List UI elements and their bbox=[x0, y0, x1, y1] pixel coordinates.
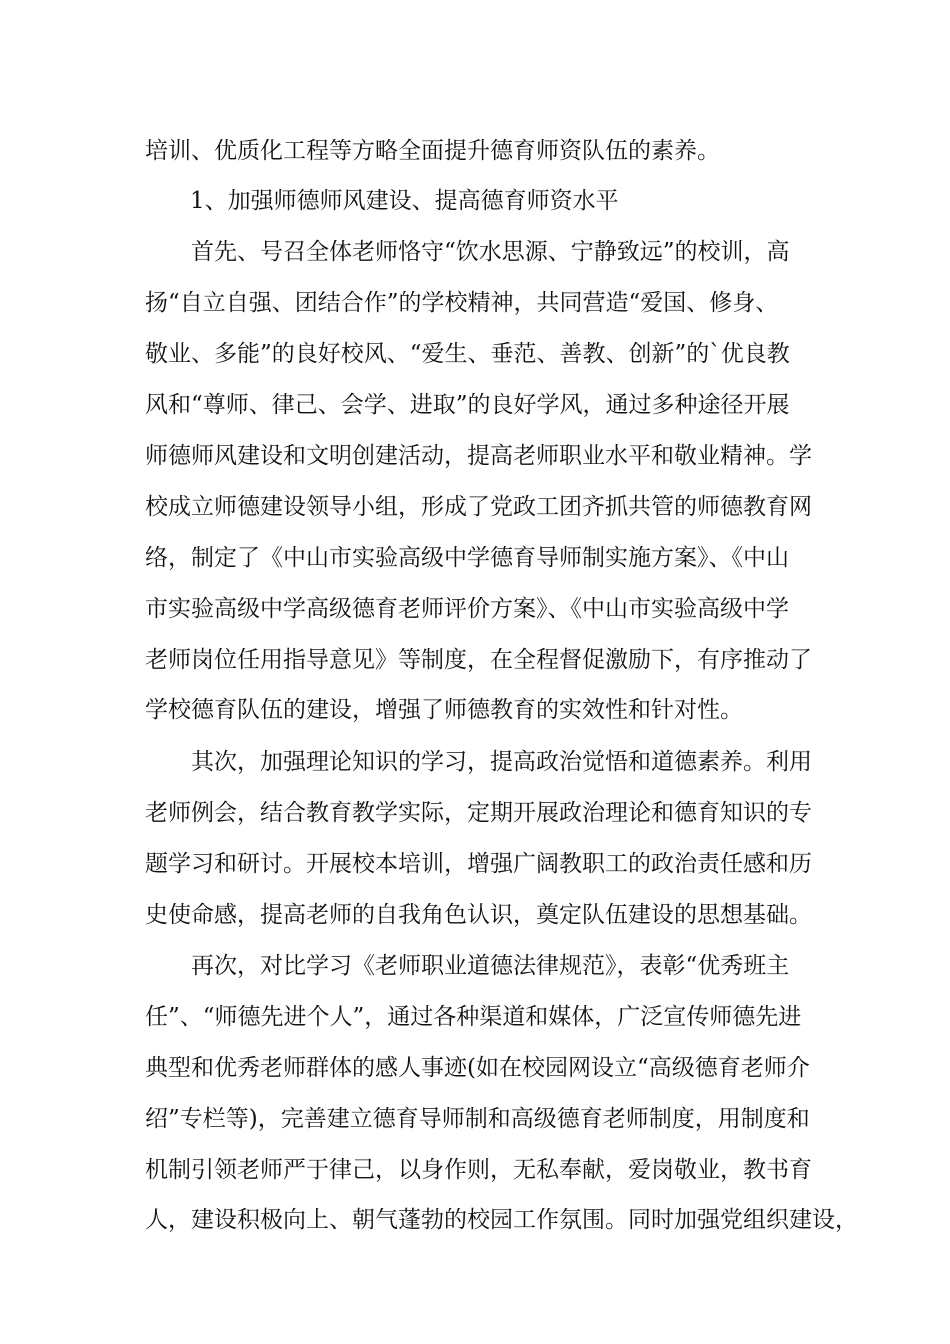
line-text: 史使命感，提高老师的自我角色认识，奠定队伍建设的思想基础。 bbox=[145, 902, 812, 928]
text-line bbox=[0, 334, 950, 374]
text-line bbox=[0, 131, 950, 171]
text-line bbox=[0, 538, 950, 578]
line-text: 学校德育队伍的建设，增强了师德教育的实效性和针对性。 bbox=[145, 697, 743, 723]
line-text: 敬业、多能”的良好校风、“爱生、垂范、善教、创新”的`优良教 bbox=[145, 341, 790, 367]
text-line bbox=[0, 283, 950, 323]
line-text: 扬“自立自强、团结合作”的学校精神，共同营造“爱国、修身、 bbox=[145, 290, 779, 316]
heading-text: 1、加强师德师风建设、提高德育师资水平 bbox=[190, 188, 619, 214]
text-line bbox=[0, 742, 950, 782]
line-text: 绍”专栏等)，完善建立德育导师制和高级德育老师制度，用制度和 bbox=[145, 1106, 810, 1132]
line-text: 机制引领老师严于律己，以身作则，无私奉献，爱岗敬业，教书育 bbox=[145, 1157, 812, 1183]
line-text: 典型和优秀老师群体的感人事迹(如在校园网设立“高级德育老师介 bbox=[145, 1055, 810, 1081]
text-line bbox=[0, 997, 950, 1037]
line-text: 老师例会，结合教育教学实际，定期开展政治理论和德育知识的专 bbox=[145, 800, 812, 826]
line-text: 首先、号召全体老师恪守“饮水思源、宁静致远”的校训，高 bbox=[191, 239, 790, 265]
line-text: 校成立师德建设领导小组，形成了党政工团齐抓共管的师德教育网 bbox=[145, 494, 812, 520]
line-text: 师德师风建设和文明创建活动，提高老师职业水平和敬业精神。学 bbox=[145, 443, 812, 469]
line-text: 再次，对比学习《老师职业道德法律规范》，表彰“优秀班主 bbox=[191, 953, 790, 979]
line-text: 题学习和研讨。开展校本培训，增强广阔教职工的政治责任感和历 bbox=[145, 851, 812, 877]
text-line bbox=[0, 1099, 950, 1139]
line-text: 其次，加强理论知识的学习，提高政治觉悟和道德素养。利用 bbox=[191, 749, 812, 775]
text-line bbox=[0, 1048, 950, 1088]
text-line bbox=[0, 232, 950, 272]
text-line bbox=[0, 844, 950, 884]
text-line bbox=[0, 640, 950, 680]
text-line bbox=[0, 690, 950, 730]
line-text: 老师岗位任用指导意见》等制度，在全程督促激励下，有序推动了 bbox=[145, 647, 812, 673]
line-text: 络，制定了《中山市实验高级中学德育导师制实施方案》、《中山 bbox=[145, 545, 789, 571]
text-line bbox=[0, 589, 950, 629]
line-text: 风和“尊师、律己、会学、进取”的良好学风，通过多种途径开展 bbox=[145, 392, 790, 418]
text-line bbox=[0, 946, 950, 986]
text-line bbox=[0, 895, 950, 935]
section-heading bbox=[0, 181, 950, 221]
text-line bbox=[0, 793, 950, 833]
text-line bbox=[0, 1200, 950, 1240]
line-text: 培训、优质化工程等方略全面提升德育师资队伍的素养。 bbox=[145, 138, 720, 164]
text-line bbox=[0, 487, 950, 527]
text-line bbox=[0, 385, 950, 425]
line-text: 任”、“师德先进个人”，通过各种渠道和媒体，广泛宣传师德先进 bbox=[145, 1004, 802, 1030]
line-text: 市实验高级中学高级德育老师评价方案》、《中山市实验高级中学 bbox=[145, 596, 789, 622]
text-line bbox=[0, 1150, 950, 1190]
text-line bbox=[0, 436, 950, 476]
line-text: 人，建设积极向上、朝气蓬勃的校园工作氛围。同时加强党组织建设， bbox=[145, 1207, 858, 1233]
